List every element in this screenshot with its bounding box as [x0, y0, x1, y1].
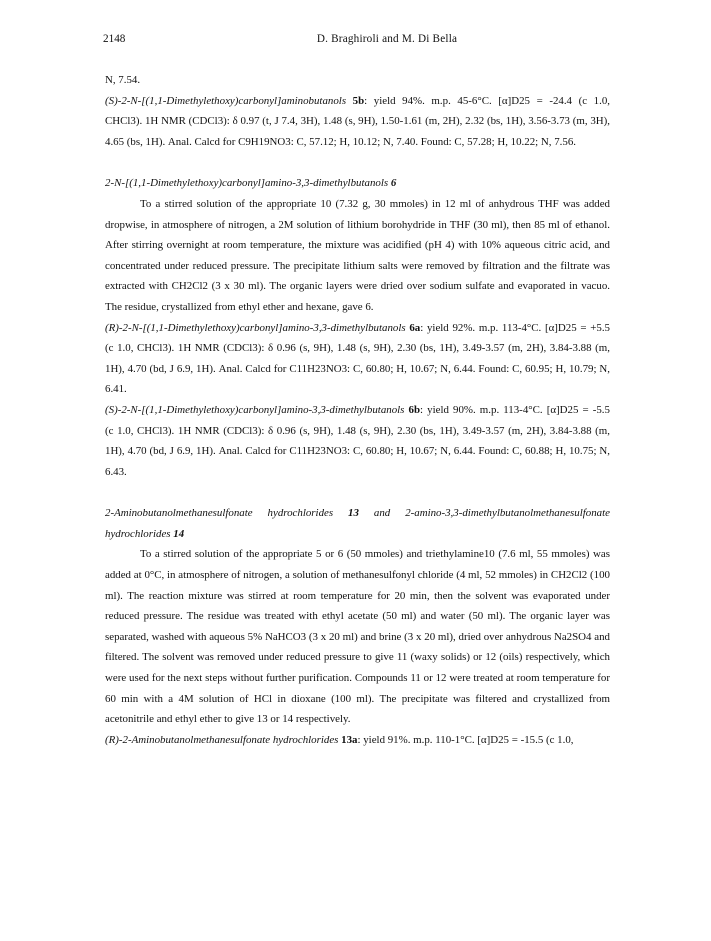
procedure-paragraph: To a stirred solution of the appropriate 10 (7.32 g, 30 mmoles) in 12 ml of anhydrous THF was added dropwise, in atmosphere of nitrogen, a 2M solution of lithium borohydride in THF (30 ml), then 85 ml of ethanol. After stirring overnight at room temperature, the mixture was acidified (pH 4) with 10% aqueous citric acid, and concentrated under reduced pressure. The precipitate lithium salts were removed by filtration and the filtrate was extracted with CH2Cl2 (3 x 30 ml). The organic layers were dried over sodium sulfate and evaporated in vacuo. The residue, crystallized from ethyl ether and hexane, gave 6. — [105, 197, 610, 313]
heading-text: 2-amino-3,3-dimethylbutanolmethanesulfonate hydrochlorides — [105, 507, 610, 540]
compound-name: (S)-2-N-[(1,1-Dimethylethoxy)carbonyl]aminobutanols — [105, 94, 347, 107]
compound-5b-data — [105, 91, 610, 153]
paragraph-tail: N, 7.54. — [105, 74, 141, 86]
heading-compound-number: 14 — [173, 527, 185, 540]
section-heading — [105, 503, 610, 544]
compound-name: (R)-2-Aminobutanolmethanesulfonate hydrochlorides — [105, 733, 339, 746]
heading-text: 2-N-[(1,1-Dimethylethoxy)carbonyl]amino-3,3-dimethylbutanols — [105, 177, 389, 190]
running-title: D. Braghiroli and M. Di Bella — [316, 33, 458, 45]
compound-name: (R)-2-N-[(1,1-Dimethylethoxy)carbonyl]amino-3,3-dimethylbutanols — [105, 321, 406, 334]
body-text — [105, 70, 610, 750]
procedure-paragraph: To a stirred solution of the appropriate 5 or 6 (50 mmoles) and triethylamine10 (7.6 ml, 55 mmoles) was added at 0°C, in atmosphere of nitrogen, a solution of methanesulfonyl chloride (4 ml, 52 mmoles) in CH2Cl2 (100 ml). The reaction mixture was stirred at room temperature for 20 min, then the solvent was evaporated under reduced pressure. The residue was treated with ethyl acetate (50 ml) and water (50 ml). The organic layer was separated, washed with aqueous 5% NaHCO3 (3 x 20 ml) and brine (3 x 20 ml), dried over anhydrous Na2SO4 and filtered. The solvent was removed under reduced pressure to give 11 (waxy solids) or 12 (oils) respectively, which were used for the next steps without further purification. Compounds 11 or 12 were treated at room temperature for 60 min with a 4M solution of HCl in dioxane (100 ml). The precipitate was filtered and crystallized from acetonitrile and ethyl ether to give 13 or 14 respectively. — [105, 548, 610, 726]
compound-number: 5b — [352, 94, 365, 107]
heading-compound-number: 13 — [348, 507, 359, 520]
compound-6b-data — [105, 400, 610, 482]
compound-13a-data — [105, 730, 610, 751]
compound-number: 6b — [408, 403, 421, 416]
section-gap — [105, 482, 610, 503]
heading-text: 2-Aminobutanolmethanesulfonate hydrochlorides — [105, 507, 334, 520]
compound-text: : yield 91%. m.p. 110-1°C. [α]D25 = -15.5 (c 1.0, — [357, 733, 574, 746]
compound-number: 13a — [341, 733, 358, 746]
compound-text: : yield 94%. m.p. 45-6°C. [α]D25 = -24.4 (c 1.0, CHCl3). 1H NMR (CDCl3): δ 0.97 (t, J 7.4, 3H), 1.48 (s, 9H), 1.50-1.61 (m, 2H), 2.32 (bs, 1H), 3.56-3.73 (m, 3H), 4.65 (bs, 1H). Anal. Calcd for C9H19NO3: C, 57.12; H, 10.12; N, 7.40. Found: C, 57.28; H, 10.22; N, 7.56. — [105, 94, 610, 148]
section-heading — [105, 173, 610, 194]
heading-text: and — [373, 507, 391, 520]
compound-text: : yield 90%. m.p. 113-4°C. [α]D25 = -5.5 (c 1.0, CHCl3). 1H NMR (CDCl3): δ 0.96 (s, 9H), 1.48 (s, 9H), 2.30 (bs, 1H), 3.49-3.57 (m, 2H), 3.84-3.88 (m, 1H), 4.70 (bd, J 6.9, 1H). Anal. Calcd for C11H23NO3: C, 60.80; H, 10.67; N, 6.44. Found: C, 60.88; H, 10.75; N, 6.43. — [105, 403, 610, 478]
page-number: 2148 — [103, 33, 126, 45]
section-gap — [105, 152, 610, 173]
heading-compound-number: 6 — [390, 177, 397, 190]
compound-number: 6a — [409, 321, 421, 334]
page-header — [103, 33, 671, 49]
compound-text: : yield 92%. m.p. 113-4°C. [α]D25 = +5.5 (c 1.0, CHCl3). 1H NMR (CDCl3): δ 0.96 (s, 9H), 1.48 (s, 9H), 2.30 (bs, 1H), 3.49-3.57 (m, 2H), 3.84-3.88 (m, 1H), 4.70 (bd, J 6.9, 1H). Anal. Calcd for C11H23NO3: C, 60.80; H, 10.67; N, 6.44. Found: C, 60.95; H, 10.79; N, 6.41. — [105, 321, 610, 396]
compound-6a-data — [105, 318, 610, 400]
compound-name: (S)-2-N-[(1,1-Dimethylethoxy)carbonyl]amino-3,3-dimethylbutanols — [105, 403, 405, 416]
